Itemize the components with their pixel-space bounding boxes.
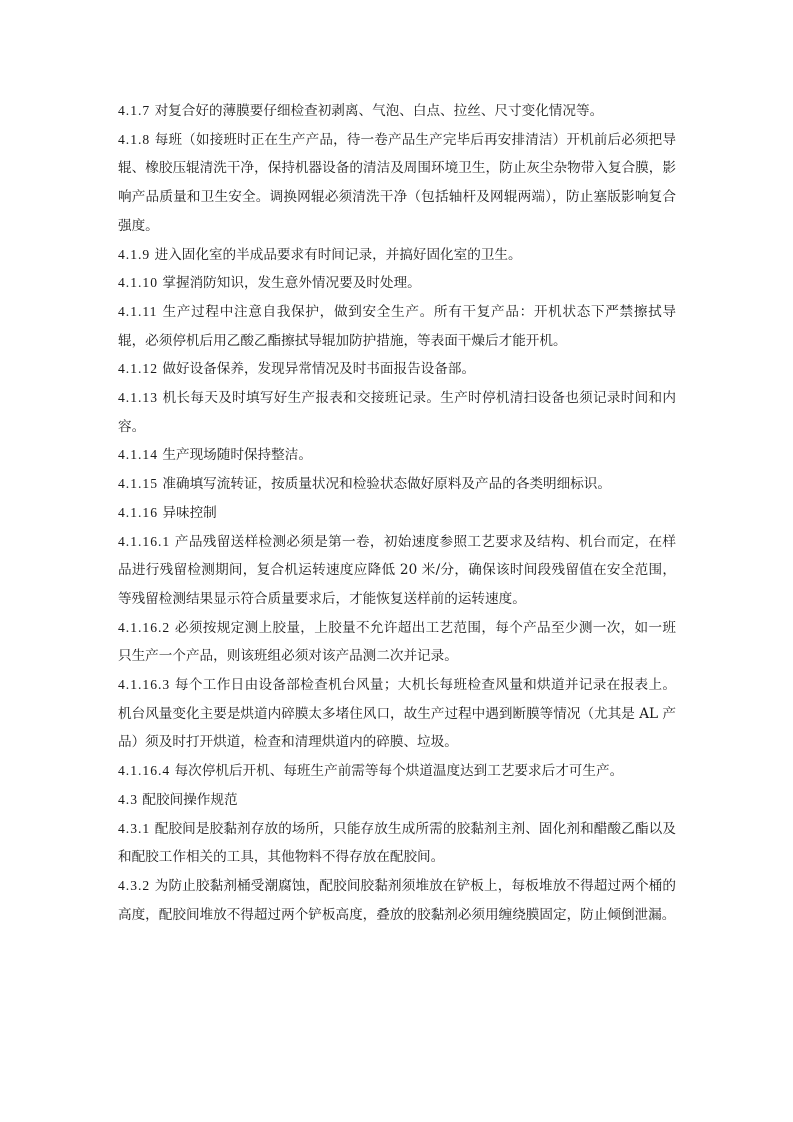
paragraph-text: 对复合好的薄膜要仔细检查初剥离、气泡、白点、拉丝、尺寸变化情况等。: [154, 103, 604, 119]
paragraph-4-1-10: [118, 269, 676, 298]
paragraph-4-3-2: [118, 872, 676, 929]
paragraph-number: 4.1.12: [118, 361, 163, 377]
paragraph-4-1-15: [118, 470, 676, 499]
paragraph-4-1-13: [118, 384, 676, 441]
paragraph-4-1-7: [118, 97, 676, 126]
heading-4-3: [118, 786, 676, 815]
paragraph-number: 4.1.13: [118, 390, 163, 406]
paragraph-number: 4.1.16.2: [118, 619, 175, 635]
paragraph-4-1-16-2: [118, 614, 676, 671]
document-page: [118, 97, 676, 929]
paragraph-number: 4.3.2: [118, 877, 155, 893]
paragraph-number: 4.1.15: [118, 476, 163, 492]
paragraph-4-1-16-3: [118, 671, 676, 757]
paragraph-4-1-12: [118, 355, 676, 384]
paragraph-text: 生产现场随时保持整洁。: [162, 447, 312, 464]
heading-4-1-16: [118, 499, 676, 528]
paragraph-text: 配胶间是胶黏剂存放的场所，只能存放生成所需的胶黏剂主剂、固化剂和醋酸乙酯以及和配胶工作相关的工具，其他物料不得存放在配胶间。: [118, 820, 676, 866]
paragraph-number: 4.1.14: [118, 447, 163, 463]
paragraph-4-1-9: [118, 241, 676, 270]
paragraph-4-1-8: [118, 126, 676, 241]
paragraph-number: 4.1.16.4: [118, 763, 175, 779]
paragraph-4-1-16-4: [118, 757, 676, 786]
paragraph-4-3-1: [118, 815, 676, 872]
paragraph-text: 掌握消防知识，发生意外情况要及时处理。: [162, 275, 421, 292]
paragraph-number: 4.1.16.3: [118, 677, 175, 693]
paragraph-4-1-11: [118, 298, 676, 355]
paragraph-4-1-14: [118, 441, 676, 470]
paragraph-number: 4.1.16: [118, 504, 163, 520]
paragraph-text: 机长每天及时填写好生产报表和交接班记录。生产时停机清扫设备也须记录时间和内容。: [118, 390, 676, 435]
paragraph-text: 生产过程中注意自我保护，做到安全生产。所有干复产品：开机状态下严禁擦拭导辊，必须停机后用乙酸乙酯擦拭导辊加防护措施，等表面干燥后才能开机。: [118, 303, 676, 349]
paragraph-number: 4.1.11: [118, 303, 163, 319]
paragraph-number: 4.1.7: [118, 103, 155, 118]
paragraph-text: 配胶间操作规范: [142, 791, 238, 808]
paragraph-text: 做好设备保养，发现异常情况及时书面报告设备部。: [162, 361, 476, 378]
paragraph-number: 4.1.8: [118, 131, 155, 147]
paragraph-text: 每班（如接班时正在生产产品，待一卷产品生产完毕后再安排清洁）开机前后必须把导辊、橡胶压辊清洗干净，保持机器设备的清洁及周围环境卫生，防止灰尘杂物带入复合膜，影响产品质量和卫生安全。调换网辊必须清洗干净（包括轴杆及网辊两端），防止塞版影响复合强度。: [118, 131, 676, 234]
paragraph-text: 准确填写流转证，按质量状况和检验状态做好原料及产品的各类明细标识。: [162, 476, 611, 493]
paragraph-text: 每个工作日由设备部检查机台风量；大机长每班检查风量和烘道并记录在报表上。机台风量变化主要是烘道内碎膜太多堵住风口，故生产过程中遇到断膜等情况（尤其是 AL 产品）须及时打开烘道，检查和清理烘道内的碎膜、垃圾。: [118, 677, 677, 751]
paragraph-number: 4.1.10: [118, 275, 163, 291]
paragraph-text: 异味控制: [162, 504, 217, 521]
paragraph-number: 4.1.9: [118, 246, 155, 262]
paragraph-text: 必须按规定测上胶量，上胶量不允许超出工艺范围，每个产品至少测一次，如一班只生产一个产品，则该班组必须对该产品测二次并记录。: [118, 619, 677, 665]
paragraph-number: 4.3: [118, 791, 143, 807]
paragraph-text: 为防止胶黏剂桶受潮腐蚀，配胶间胶黏剂须堆放在铲板上，每板堆放不得超过两个桶的高度，配胶间堆放不得超过两个铲板高度，叠放的胶黏剂必须用缠绕膜固定，防止倾倒泄漏。: [118, 877, 676, 923]
paragraph-text: 产品残留送样检测必须是第一卷，初始速度参照工艺要求及结构、机台而定，在样品进行残留检测期间，复合机运转速度应降低 20 米/分，确保该时间段残留值在安全范围，等残留检测结果显示符合质量要求后，才能恢复送样前的运转速度。: [118, 533, 677, 607]
paragraph-number: 4.3.1: [118, 820, 155, 836]
paragraph-text: 每次停机后开机、每班生产前需等每个烘道温度达到工艺要求后才可生产。: [174, 763, 624, 780]
paragraph-text: 进入固化室的半成品要求有时间记录，并搞好固化室的卫生。: [154, 246, 522, 263]
paragraph-4-1-16-1: [118, 528, 676, 614]
paragraph-number: 4.1.16.1: [118, 533, 175, 549]
